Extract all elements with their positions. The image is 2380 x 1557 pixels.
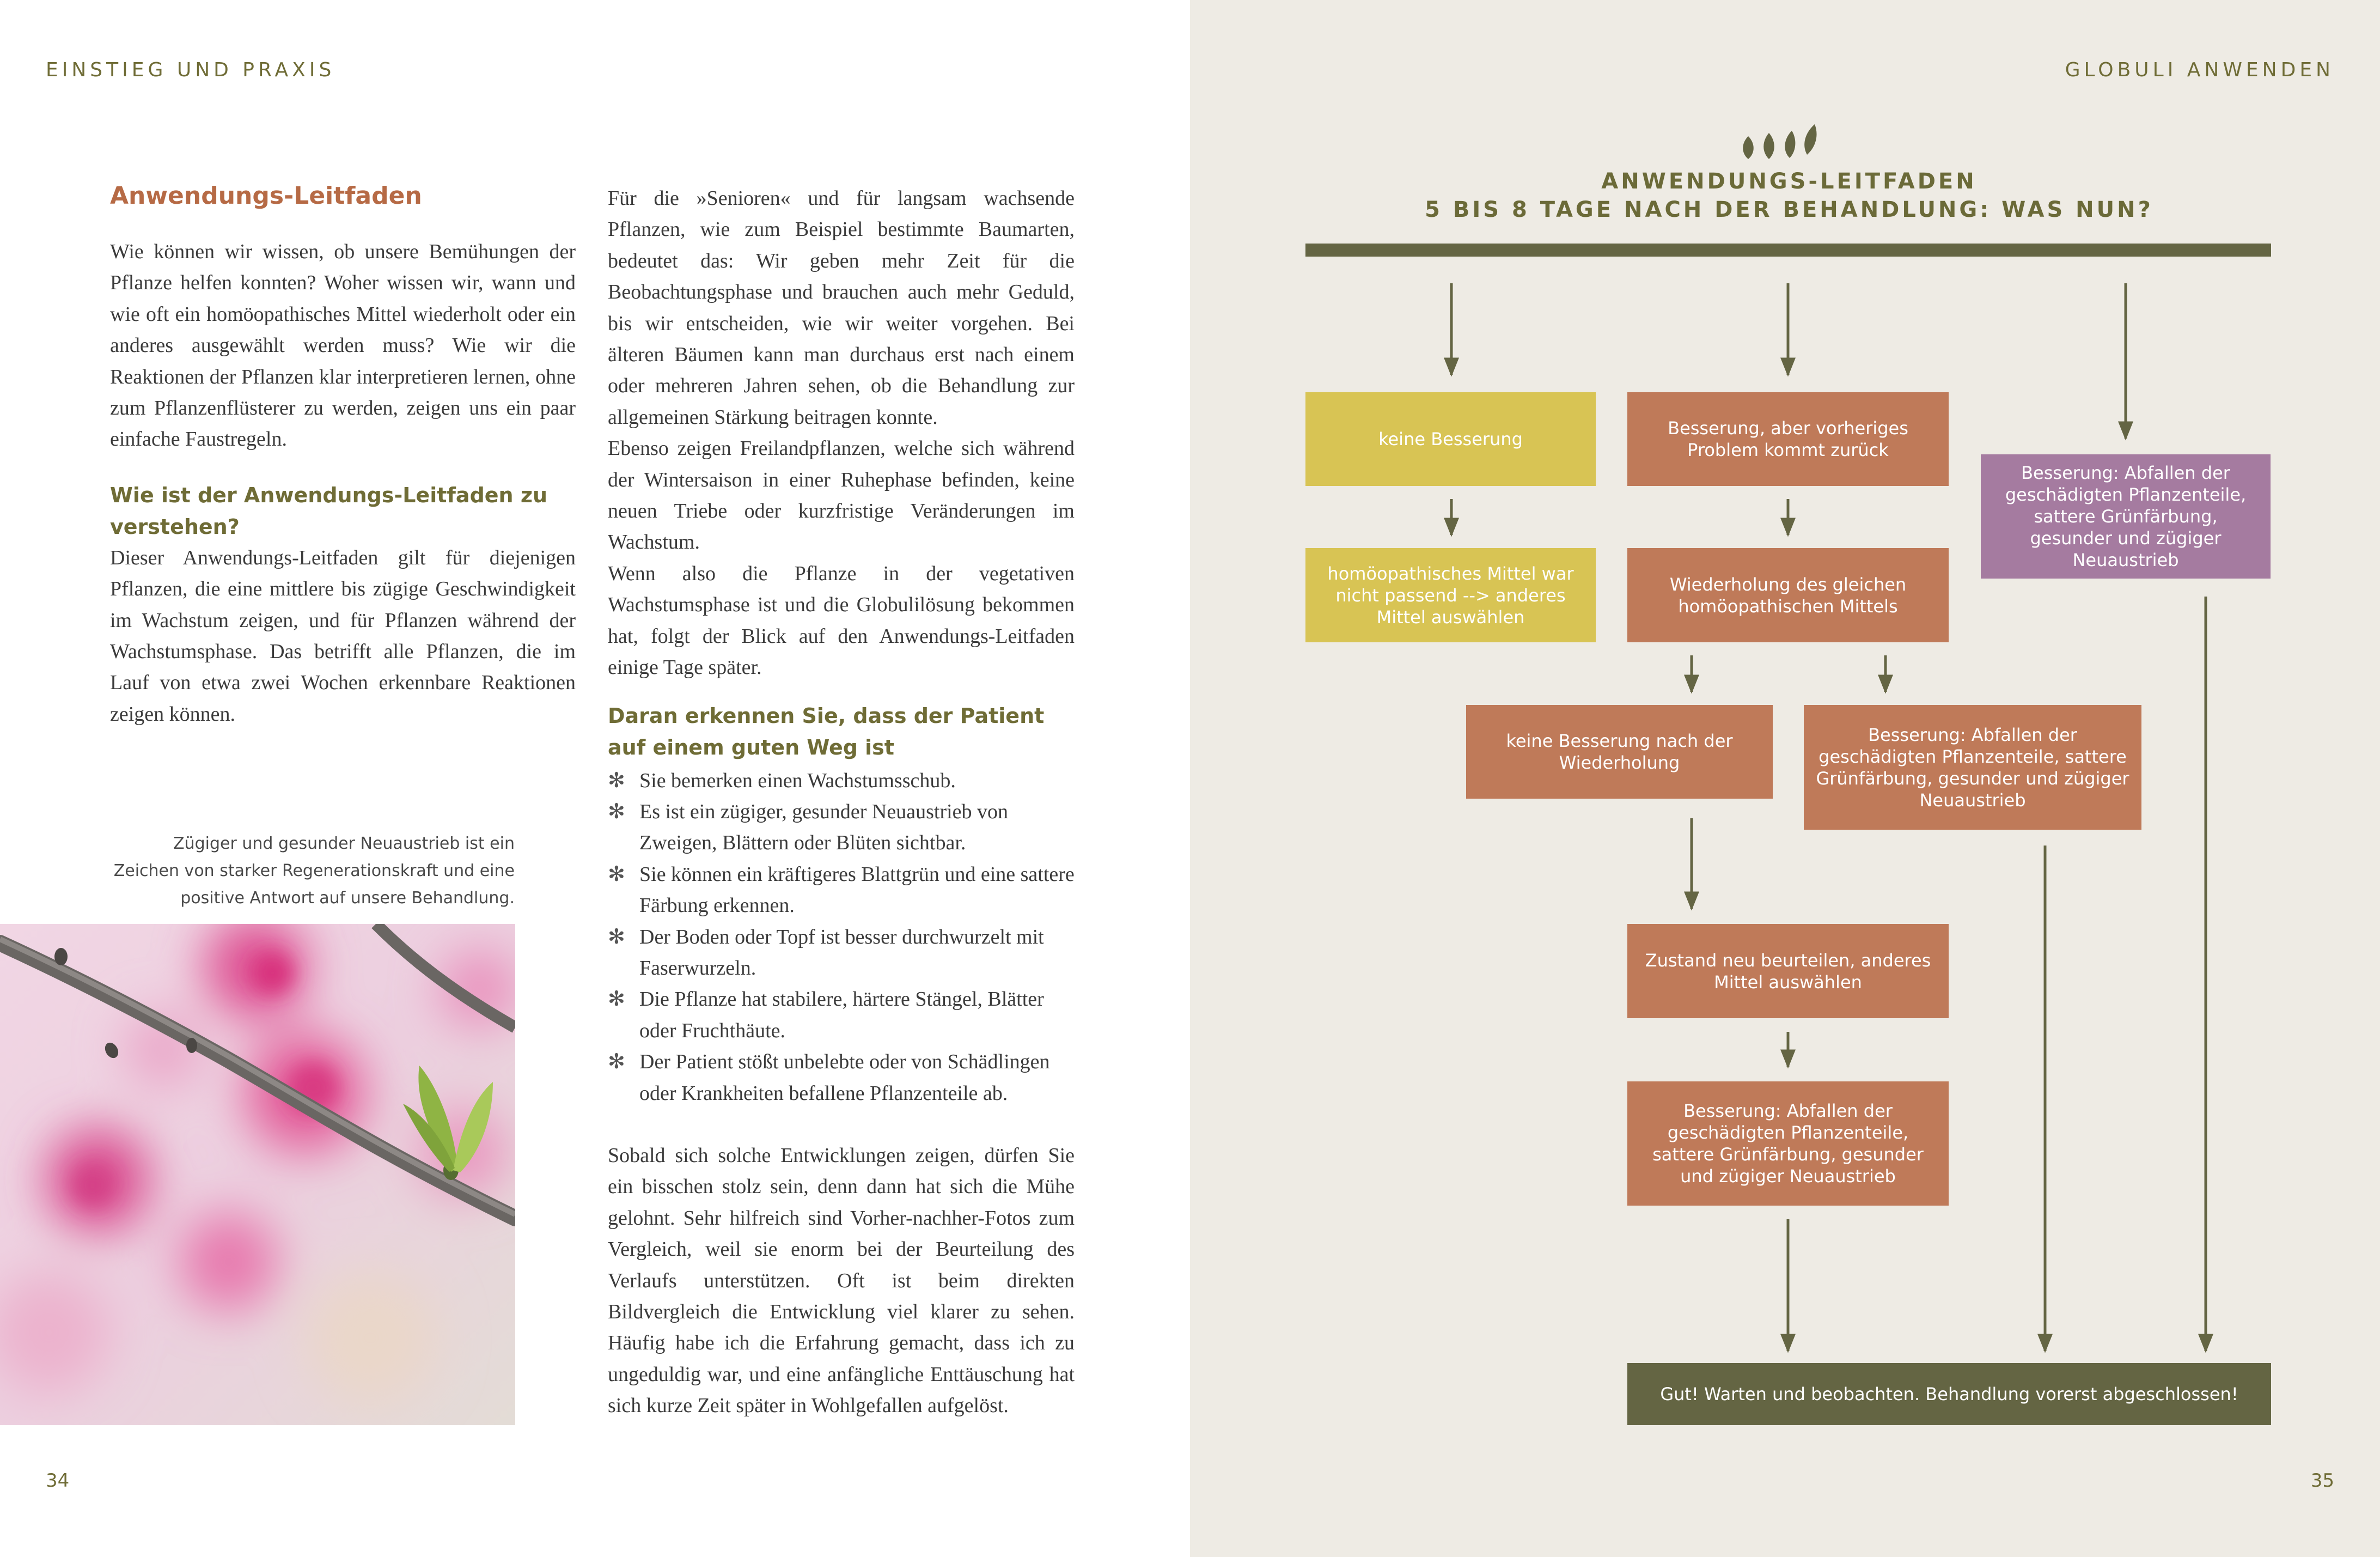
bullet-star-icon: ✻ bbox=[608, 1050, 625, 1074]
list-item: ✻ Sie können ein kräftigeres Blattgrün und eine sattere Färbung erkennen. bbox=[608, 859, 1075, 922]
body-paragraph: Dieser Anwendungs-Leitfaden gilt für diejenigen Pflanzen, die eine mittlere bis zügige Geschwindigkeit im Wachstum zeigen, und für Pflanzen während der Wachstumsphase. Das betrifft alle Pflanzen, die im Lauf von etwa zwei Wochen erkennbare Reaktionen zeigen können. bbox=[110, 546, 576, 726]
list-item: ✻ Sie bemerken einen Wachstumsschub. bbox=[608, 765, 1075, 796]
bullet-star-icon: ✻ bbox=[608, 800, 625, 823]
flowchart-subtitle: 5 BIS 8 TAGE NACH DER BEHANDLUNG: WAS NUN? bbox=[1425, 197, 2153, 222]
list-item: ✻ Die Pflanze hat stabilere, härtere Stängel, Blätter oder Fruchthäute. bbox=[608, 984, 1075, 1047]
paragraph-seniors: Für die »Senioren« und für langsam wachsende Pflanzen, wie zum Beispiel bestimmte Baumarten, bedeutet das: Wir geben mehr Zeit für die Beobachtungsphase und brauchen auch mehr Geduld, bis wir entscheiden, wie wir weiter vorgehen. Bei älteren Bäumen kann man durchaus erst nach einem oder mehreren Jahren sehen, ob die Behandlung zur allgemeinen Stärkung beitragen konnte. bbox=[608, 187, 1075, 429]
section-heading: Anwendungs-Leitfaden bbox=[110, 182, 422, 210]
box-choose-other-remedy: homöopathisches Mittel war nicht passend --> anderes Mittel auswählen bbox=[1305, 548, 1596, 642]
box-no-improvement-after-repeat: keine Besserung nach der Wiederholung bbox=[1466, 705, 1773, 799]
intro-paragraph: Wie können wir wissen, ob unsere Bemühungen der Pflanze helfen konnten? Woher wissen wir, wann und wie oft ein homöopathisches Mittel wiederholt oder ein anderes ausgewählt werden muss? Wie wir die Reaktionen der Pflanzen klar interpretieren lernen, ohne zum Pflanzenflüsterer zu werden, zeigen uns ein paar einfache Faustregeln. bbox=[110, 240, 576, 451]
page-number-left: 34 bbox=[46, 1470, 70, 1492]
paragraph-outdoor: Ebenso zeigen Freilandpflanzen, welche sich während der Wintersaison in einer Ruhephase befinden, keine neuen Triebe oder kurzfristige Veränderungen im Wachstum. bbox=[608, 437, 1075, 554]
flowchart-title: ANWENDUNGS-LEITFADEN bbox=[1601, 169, 1977, 194]
photo-branch-new-shoot bbox=[0, 924, 515, 1425]
box-improvement-after-repeat: Besserung: Abfallen der geschädigten Pflanzenteile, sattere Grünfärbung, gesunder und zügiger Neuaustrieb bbox=[1804, 705, 2141, 830]
bullet-star-icon: ✻ bbox=[608, 988, 625, 1011]
text-column-1 bbox=[110, 180, 576, 730]
paragraph-vegetative: Wenn also die Pflanze in der vegetativen Wachstumsphase ist und die Globulilösung bekommen hat, folgt der Blick auf den Anwendungs-Leitfaden einige Tage später. bbox=[608, 562, 1075, 679]
box-improvement-relapse: Besserung, aber vorheriges Problem kommt zurück bbox=[1627, 392, 1949, 486]
list-item: ✻ Der Boden oder Topf ist besser durchwurzelt mit Faserwurzeln. bbox=[608, 922, 1075, 984]
running-head-left: EINSTIEG UND PRAXIS bbox=[46, 59, 335, 81]
subheading-understand: Wie ist der Anwendungs-Leitfaden zu verstehen? bbox=[110, 483, 547, 539]
bullet-list bbox=[608, 765, 1075, 1109]
photo-caption: Zügiger und gesunder Neuaustrieb ist ein Zeichen von starker Regenerationskraft und eine positive Antwort auf unsere Behandlung. bbox=[113, 834, 515, 908]
box-no-improvement: keine Besserung bbox=[1305, 392, 1596, 486]
box-reassess: Zustand neu beurteilen, anderes Mittel auswählen bbox=[1627, 924, 1949, 1018]
list-item: ✻ Der Patient stößt unbelebte oder von Schädlingen oder Krankheiten befallene Pflanzenteile ab. bbox=[608, 1047, 1075, 1109]
flowchart-arrows bbox=[1190, 0, 2380, 1557]
running-head-right: GLOBULI ANWENDEN bbox=[2065, 59, 2334, 81]
page-number-right: 35 bbox=[2310, 1470, 2334, 1492]
bullet-star-icon: ✻ bbox=[608, 862, 625, 886]
subheading-good-path: Daran erkennen Sie, dass der Patient auf einem guten Weg ist bbox=[608, 703, 1045, 759]
box-improvement-shedding: Besserung: Abfallen der geschädigten Pflanzenteile, sattere Grünfärbung, gesunder und zügiger Neuaustrieb bbox=[1981, 454, 2271, 579]
box-repeat-remedy: Wiederholung des gleichen homöopathischen Mittels bbox=[1627, 548, 1949, 642]
bullet-star-icon: ✻ bbox=[608, 925, 625, 948]
paragraph-conclusion: Sobald sich solche Entwicklungen zeigen, dürfen Sie ein bisschen stolz sein, denn dann hat sich die Mühe gelohnt. Sehr hilfreich sind Vorher-nachher-Fotos zum Vergleich, weil sie enorm bei der Beurteilung des Verlaufs unterstützen. Oft ist beim direkten Bildvergleich die Entwicklung viel klarer zu sehen. Häufig habe ich die Erfahrung gemacht, dass ich zu ungeduldig war, und eine anfängliche Enttäuschung hat sich kurze Zeit später in Wohlgefallen aufgelöst. bbox=[608, 1144, 1075, 1418]
box-improvement-after-reassess: Besserung: Abfallen der geschädigten Pflanzenteile, sattere Grünfärbung, gesunder und zügiger Neuaustrieb bbox=[1627, 1081, 1949, 1206]
text-column-2 bbox=[608, 183, 1075, 1422]
list-item: ✻ Es ist ein zügiger, gesunder Neuaustrieb von Zweigen, Blättern oder Blüten sichtbar. bbox=[608, 796, 1075, 859]
box-final-result: Gut! Warten und beobachten. Behandlung vorerst abgeschlossen! bbox=[1627, 1363, 2271, 1425]
bullet-star-icon: ✻ bbox=[608, 769, 625, 792]
